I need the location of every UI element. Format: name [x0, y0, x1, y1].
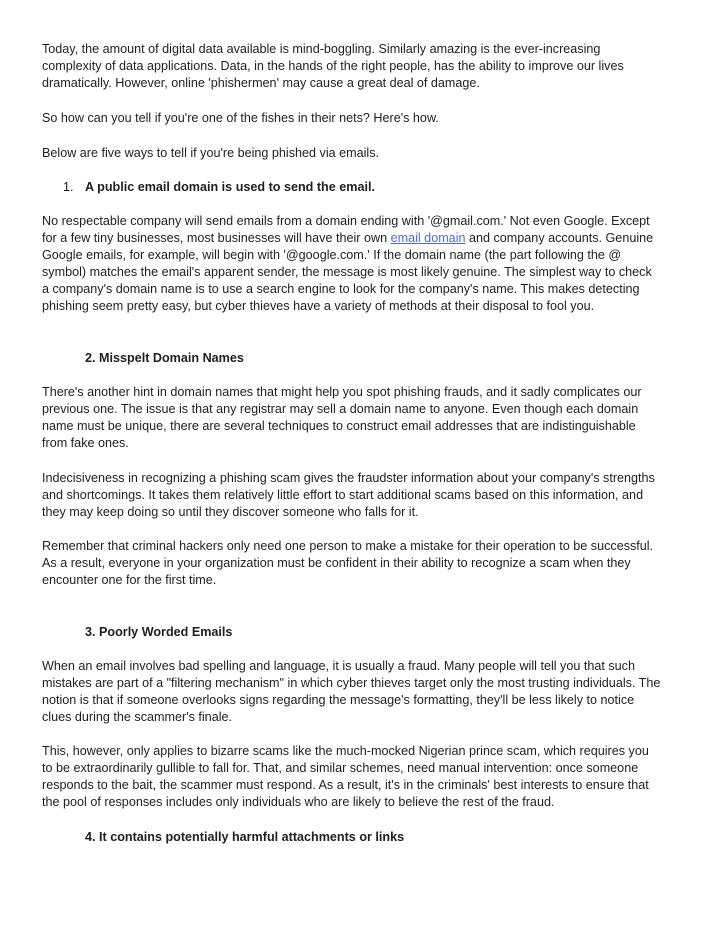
section-heading-4: 4. It contains potentially harmful attachments or links — [85, 830, 405, 844]
line-text: for a few tiny businesses, most businesses will have their own — [42, 231, 391, 245]
paragraph-line: they may keep doing so until they discover someone who falls for it. — [42, 505, 419, 519]
section-heading-3: 3. Poorly Worded Emails — [85, 625, 233, 639]
paragraph-line: a company's domain name is to use a search engine to look for the company's name. This makes detecting — [42, 282, 640, 296]
question-paragraph — [42, 110, 688, 127]
paragraph-line: the pool of responses includes only individuals who are likely to believe the rest of the fraud. — [42, 795, 555, 809]
paragraph-line: No respectable company will send emails from a domain ending with '@gmail.com.' Not even Google. Except — [42, 214, 650, 228]
paragraph-line: to be extraordinarily gullible to fall for. That, and similar schemes, need manual intervention: once someone — [42, 761, 639, 775]
paragraph-line: responds to the bait, the scammer must respond. As a result, it's in the criminals' best interests to ensure that — [42, 778, 649, 792]
intro-line: Today, the amount of digital data available is mind-boggling. Similarly amazing is the ever-increasing — [42, 42, 601, 56]
five-ways-text: Below are five ways to tell if you're being phished via emails. — [42, 146, 380, 160]
paragraph-line: mistakes are part of a "filtering mechanism" in which cyber thieves target only the most trusting individuals. The — [42, 676, 661, 690]
paragraph-line: and shortcomings. It takes them relatively little effort to start additional scams based on this information, and — [42, 488, 644, 502]
email-domain-link[interactable]: email domain — [390, 231, 466, 245]
paragraph-line: When an email involves bad spelling and language, it is usually a fraud. Many people will tell you that such — [42, 659, 635, 673]
paragraph-line: previous one. The issue is that any registrar may sell a domain name to anyone. Even though each domain — [42, 402, 639, 416]
paragraph-line: Indecisiveness in recognizing a phishing scam gives the fraudster information about your company's strengths — [42, 471, 655, 485]
section-2-paragraph-3 — [42, 538, 688, 589]
paragraph-line: name must be unique, there are several techniques to construct email addresses that are indistinguishable — [42, 419, 636, 433]
paragraph-line: clues during the scammer's finale. — [42, 710, 232, 724]
section-heading-1: A public email domain is used to send the email. — [85, 180, 375, 194]
five-ways-paragraph — [42, 145, 688, 162]
section-2-paragraph-1 — [42, 384, 688, 452]
paragraph-line: symbol) matches the email's apparent sender, the message is most likely genuine. The simplest way to check — [42, 265, 652, 279]
section-3-paragraph-2 — [42, 743, 688, 811]
paragraph-line: As a result, everyone in your organization must be confident in their ability to recognize a scam when they — [42, 556, 631, 570]
line-text: and company accounts. Genuine — [465, 231, 654, 245]
question-text: So how can you tell if you're one of the fishes in their nets? Here's how. — [42, 111, 439, 125]
intro-paragraph — [42, 41, 688, 92]
section-2-paragraph-2 — [42, 470, 688, 521]
paragraph-line — [42, 230, 688, 247]
section-3-paragraph-1 — [42, 658, 688, 726]
paragraph-line: Remember that criminal hackers only need one person to make a mistake for their operation to be successful. — [42, 539, 654, 553]
paragraph-line: There's another hint in domain names that might help you spot phishing frauds, and it sadly complicates our — [42, 385, 642, 399]
paragraph-line: phishing seem pretty easy, but cyber thieves have a variety of methods at their disposal to fool you. — [42, 299, 595, 313]
list-number: 1. — [63, 180, 74, 194]
section-1-paragraph — [42, 213, 688, 315]
paragraph-line: Google emails, for example, will begin with '@google.com.' If the domain name (the part following the @ — [42, 248, 622, 262]
paragraph-line: encounter one for the first time. — [42, 573, 217, 587]
paragraph-line: This, however, only applies to bizarre scams like the much-mocked Nigerian prince scam, which requires you — [42, 744, 649, 758]
intro-line: complexity of data applications. Data, in the hands of the right people, has the ability to improve our lives — [42, 59, 624, 73]
section-heading-2: 2. Misspelt Domain Names — [85, 351, 244, 365]
intro-line: dramatically. However, online 'phishermen' may cause a great deal of damage. — [42, 76, 480, 90]
paragraph-line: from fake ones. — [42, 436, 129, 450]
paragraph-line: notion is that if someone overlooks signs regarding the message's formatting, they'll be less likely to notice — [42, 693, 635, 707]
